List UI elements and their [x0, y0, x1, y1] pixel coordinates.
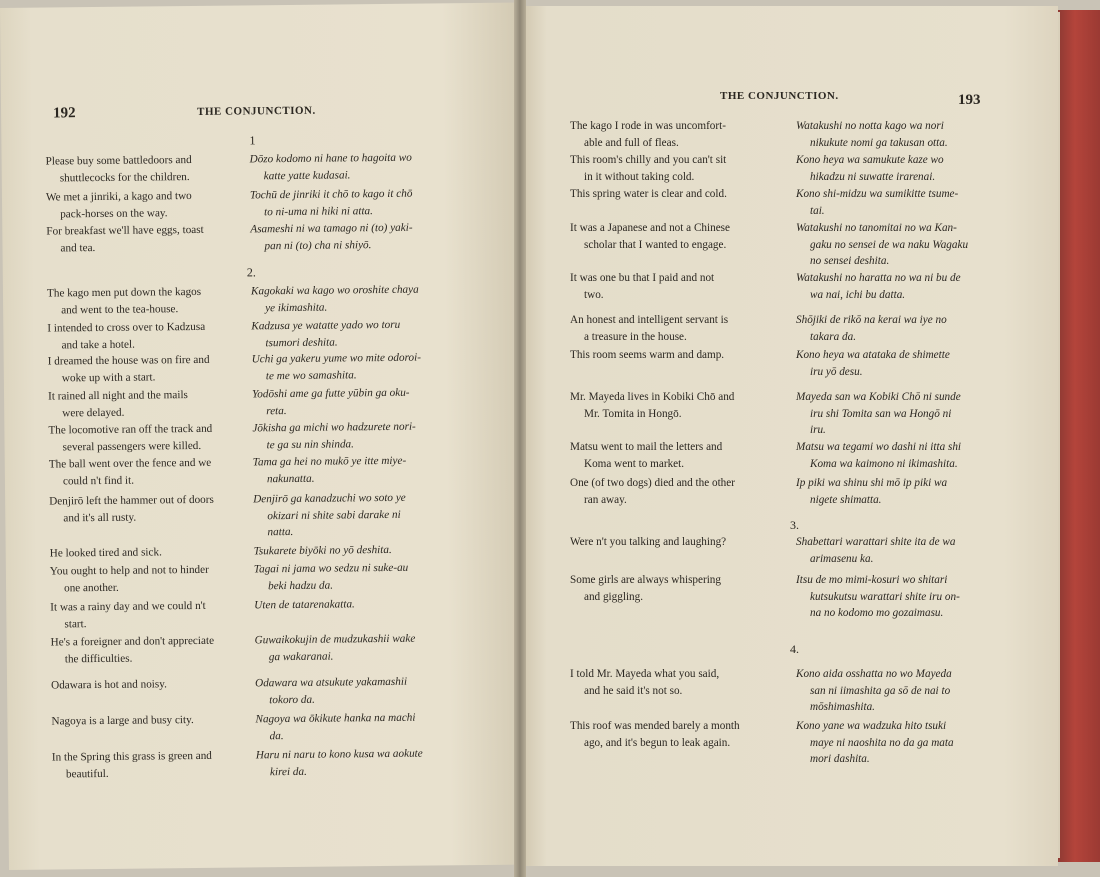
english-line: Denjirō left the hammer out of doors	[49, 493, 214, 508]
english-line: ago, and it's begun to leak again.	[584, 736, 731, 749]
english-sentence	[48, 420, 248, 455]
english-line: Mr. Tomita in Hongō.	[584, 407, 682, 420]
english-line: one another.	[64, 581, 119, 594]
japanese-line: Koma wa kaimono ni ikimashita.	[810, 457, 958, 470]
japanese-line: Tochū de jinriki it chō to kago it chō	[249, 187, 413, 202]
english-line: were delayed.	[62, 406, 125, 419]
english-sentence	[46, 187, 246, 222]
japanese-translation	[796, 220, 1026, 270]
english-sentence	[48, 386, 248, 421]
japanese-line: Mayeda san wa Kobiki Chō ni sunde	[796, 391, 961, 403]
english-line: He looked tired and sick.	[49, 546, 162, 560]
japanese-line: san ni iimashita ga sō de nai to	[810, 684, 951, 697]
english-line: Some girls are always whispering	[570, 574, 721, 586]
english-line: The locomotive ran off the track and	[48, 422, 213, 437]
japanese-translation	[252, 349, 482, 384]
english-sentence	[48, 351, 248, 386]
running-head: THE CONJUNCTION.	[720, 90, 839, 102]
japanese-translation	[796, 312, 1026, 345]
book-spine	[514, 0, 526, 877]
japanese-line: wa nai, ichi bu datta.	[810, 288, 906, 301]
japanese-line: Dōzo kodomo ni hane to hagoita wo	[249, 151, 412, 166]
japanese-line: beki hadzu da.	[268, 579, 334, 592]
english-line: Mr. Mayeda lives in Kobiki Chō and	[570, 391, 735, 403]
japanese-line: nikukute nomi ga takusan otta.	[810, 136, 948, 149]
english-line: several passengers were killed.	[62, 439, 202, 453]
japanese-line: no sensei deshita.	[810, 255, 890, 267]
japanese-line: Matsu wa tegami wo dashi ni itta shi	[796, 441, 962, 453]
japanese-line: Shōjiki de rikō na kerai wa iye no	[796, 314, 947, 326]
japanese-line: Nagoya wa ōkikute hanka na machi	[255, 711, 416, 726]
english-line: I dreamed the house was on fire and	[47, 353, 210, 368]
japanese-translation	[252, 384, 482, 419]
japanese-translation	[256, 745, 486, 780]
english-line: I told Mr. Mayeda what you said,	[570, 668, 720, 680]
english-line: ran away.	[584, 493, 627, 506]
japanese-line: iru shi Tomita san wa Hongō ni	[810, 407, 952, 420]
japanese-line: Yodōshi ame ga futte yūbin ga oku-	[251, 386, 410, 401]
english-line: It was one bu that I paid and not	[570, 272, 715, 284]
japanese-translation	[251, 281, 481, 316]
japanese-line: katte yatte kudasai.	[263, 168, 351, 182]
japanese-translation	[796, 572, 1026, 622]
japanese-line: Watakushi no tanomitai no wa Kan-	[796, 222, 957, 234]
english-line: and he said it's not so.	[584, 684, 683, 697]
english-line: The kago men put down the kagos	[46, 285, 202, 300]
english-line: and giggling.	[584, 590, 644, 603]
japanese-translation	[255, 630, 485, 665]
english-line: and went to the tea-house.	[61, 302, 179, 316]
english-sentence	[570, 270, 770, 303]
japanese-translation	[254, 559, 484, 594]
section-number: 3.	[790, 518, 799, 532]
japanese-line: arimasenu ka.	[810, 552, 874, 565]
japanese-translation	[254, 595, 484, 614]
english-line: I intended to cross over to Kadzusa	[47, 320, 206, 335]
japanese-translation	[796, 439, 1026, 472]
japanese-translation	[796, 270, 1026, 303]
english-sentence	[570, 572, 770, 605]
japanese-translation	[796, 475, 1026, 508]
english-sentence	[46, 221, 246, 256]
japanese-line: reta.	[266, 404, 287, 417]
japanese-line: ye ikimashita.	[265, 301, 328, 314]
english-line: scholar that I wanted to engage.	[584, 238, 727, 251]
japanese-translation	[796, 186, 1026, 219]
japanese-line: nakunatta.	[266, 472, 315, 485]
japanese-line: Tsukarete biyōki no yō deshita.	[253, 543, 392, 558]
english-sentence	[47, 318, 247, 353]
japanese-line: tsumori deshita.	[265, 335, 338, 349]
japanese-line: to ni-uma ni hiki ni atta.	[264, 204, 373, 218]
english-line: The kago I rode in was uncomfort-	[570, 120, 726, 132]
english-line: and take a hotel.	[61, 338, 135, 351]
japanese-translation	[251, 316, 481, 351]
english-line: Odawara is hot and noisy.	[51, 678, 167, 692]
japanese-translation	[252, 418, 482, 453]
japanese-line: hikadzu ni suwatte irarenai.	[810, 170, 936, 183]
japanese-line: Asameshi ni wa tamago ni (to) yaki-	[250, 221, 413, 236]
english-line: In the Spring this grass is green and	[51, 749, 212, 764]
english-line: For breakfast we'll have eggs, toast	[46, 223, 204, 238]
english-sentence	[570, 220, 770, 253]
section-number: 2.	[246, 265, 256, 280]
english-line: start.	[64, 617, 87, 630]
english-line: Matsu went to mail the letters and	[570, 441, 723, 453]
japanese-translation	[250, 185, 480, 220]
english-sentence	[570, 152, 770, 185]
japanese-translation	[796, 118, 1026, 151]
japanese-line: Watakushi no notta kago wa nori	[796, 120, 944, 132]
japanese-line: maye ni naoshita no da ga mata	[810, 736, 954, 749]
japanese-line: Ip piki wa shinu shi mō ip piki wa	[796, 477, 948, 489]
japanese-line: Kagokaki wa kago wo oroshite chaya	[250, 283, 419, 298]
english-line: An honest and intelligent servant is	[570, 314, 729, 326]
english-line: He's a foreigner and don't appreciate	[50, 634, 215, 649]
japanese-line: Kono shi-midzu wa sumikitte tsume-	[796, 188, 959, 200]
book-cover	[1058, 10, 1100, 862]
english-line: This room's chilly and you can't sit	[570, 154, 727, 166]
japanese-translation	[796, 152, 1026, 185]
english-line: a treasure in the house.	[584, 330, 687, 343]
page-number: 192	[53, 105, 76, 122]
english-sentence	[570, 312, 770, 345]
japanese-line: Kono yane wa wadzuka hito tsuki	[796, 720, 947, 732]
running-head: THE CONJUNCTION.	[197, 104, 316, 118]
japanese-line: tai.	[810, 204, 825, 217]
japanese-line: Tama ga hei no mukō ye itte miye-	[252, 454, 407, 469]
english-line: The ball went over the fence and we	[48, 456, 212, 471]
english-sentence	[46, 151, 246, 186]
english-line: shuttlecocks for the children.	[59, 170, 190, 184]
english-sentence	[50, 597, 250, 632]
japanese-translation	[796, 666, 1026, 716]
english-line: Were n't you talking and laughing?	[570, 536, 727, 548]
english-line: This roof was mended barely a month	[570, 720, 740, 732]
japanese-line: takara da.	[810, 330, 856, 343]
japanese-line: te ga su nin shinda.	[266, 437, 354, 451]
english-line: in it without taking cold.	[584, 170, 695, 183]
english-sentence	[570, 439, 770, 472]
japanese-line: Itsu de mo mimi-kosuri wo shitari	[796, 574, 948, 586]
english-sentence	[570, 534, 770, 551]
japanese-line: Denjirō ga kanadzuchi wo soto ye	[253, 491, 406, 506]
japanese-translation	[796, 534, 1026, 567]
japanese-line: te me wo samashita.	[265, 368, 357, 382]
english-sentence	[570, 347, 770, 364]
japanese-line: Tagai ni jama wo sedzu ni suke-au	[253, 561, 409, 576]
japanese-line: mori dashita.	[810, 753, 870, 765]
japanese-translation	[255, 673, 485, 708]
english-sentence	[49, 491, 249, 526]
english-line: This room seems warm and damp.	[570, 349, 725, 361]
english-line: able and full of fleas.	[584, 136, 679, 149]
japanese-line: Kono aida osshatta no wo Mayeda	[796, 668, 952, 680]
english-sentence	[570, 186, 770, 203]
japanese-line: Shabettari warattari shite ita de wa	[796, 536, 956, 548]
english-sentence	[51, 675, 251, 694]
japanese-line: mōshimashita.	[810, 701, 875, 713]
japanese-translation	[255, 709, 485, 744]
english-sentence	[51, 632, 251, 667]
english-line: and it's all rusty.	[63, 511, 137, 524]
japanese-translation	[250, 219, 480, 254]
english-line: You ought to help and not to hinder	[49, 563, 209, 578]
japanese-translation	[796, 347, 1026, 380]
japanese-line: iru yō desu.	[810, 365, 863, 378]
japanese-translation	[254, 541, 484, 560]
japanese-line: pan ni (to) cha ni shiyō.	[264, 238, 372, 252]
english-line: woke up with a start.	[61, 370, 156, 384]
english-line: the difficulties.	[64, 652, 133, 665]
english-line: and tea.	[60, 241, 96, 254]
english-sentence	[50, 543, 250, 562]
japanese-line: kutsukutsu warattari shite iru on-	[810, 590, 960, 603]
english-line: Please buy some battledoors and	[45, 154, 192, 168]
japanese-line: na no kodomo mo gozaimasu.	[810, 607, 944, 619]
japanese-translation	[796, 718, 1026, 768]
japanese-line: kirei da.	[269, 765, 307, 778]
english-sentence	[570, 666, 770, 699]
english-line: could n't find it.	[62, 474, 135, 487]
japanese-line: natta.	[267, 525, 294, 539]
english-line: It was a Japanese and not a Chinese	[570, 222, 730, 234]
english-sentence	[51, 711, 251, 730]
japanese-line: Odawara wa atsukute yakamashii	[255, 675, 408, 690]
japanese-line: Haru ni naru to kono kusa wa aokute	[255, 747, 423, 762]
section-number: 1	[249, 133, 256, 148]
english-sentence	[570, 118, 770, 151]
english-sentence	[49, 454, 249, 489]
english-sentence	[47, 283, 247, 318]
japanese-line: Uchi ga yakeru yume wo mite odoroi-	[251, 351, 421, 366]
english-line: We met a jinriki, a kago and two	[45, 190, 192, 204]
english-line: It was a rainy day and we could n't	[50, 599, 206, 614]
english-line: It rained all night and the mails	[48, 389, 188, 403]
japanese-line: iru.	[810, 424, 826, 436]
english-line: pack-horses on the way.	[60, 206, 168, 220]
japanese-line: Uten de tatarenakatta.	[254, 598, 355, 612]
section-number: 4.	[790, 642, 799, 656]
english-sentence	[570, 718, 770, 751]
english-sentence	[52, 747, 252, 782]
english-line: One (of two dogs) died and the other	[570, 477, 735, 489]
english-sentence	[570, 475, 770, 508]
right-page	[520, 6, 1058, 866]
english-sentence	[570, 389, 770, 422]
left-page	[0, 3, 529, 870]
english-line: Nagoya is a large and busy city.	[51, 714, 194, 728]
english-line: Koma went to market.	[584, 457, 685, 470]
english-line: two.	[584, 288, 604, 301]
japanese-line: nigete shimatta.	[810, 493, 882, 506]
page-number: 193	[958, 92, 981, 108]
japanese-line: gaku no sensei de wa naku Wagaku	[810, 238, 969, 251]
japanese-line: Watakushi no haratta no wa ni bu de	[796, 272, 961, 284]
japanese-translation	[796, 389, 1026, 439]
japanese-translation	[253, 452, 483, 487]
japanese-line: tokoro da.	[269, 693, 315, 706]
japanese-translation	[253, 489, 484, 541]
japanese-line: ga wakaranai.	[268, 650, 334, 663]
japanese-line: Kono heya wa samukute kaze wo	[796, 154, 944, 166]
japanese-line: da.	[269, 729, 284, 742]
japanese-line: Guwaikokujin de mudzukashii wake	[254, 632, 416, 647]
japanese-line: Jōkisha ga michi wo hadzurete nori-	[252, 420, 416, 435]
english-line: beautiful.	[65, 767, 109, 780]
english-sentence	[50, 561, 250, 596]
japanese-line: Kadzusa ye watatte yado wo toru	[251, 318, 401, 333]
english-line: This spring water is clear and cold.	[570, 188, 727, 200]
japanese-translation	[250, 149, 480, 184]
japanese-line: okizari ni shite sabi darake ni	[267, 508, 401, 522]
japanese-line: Kono heya wa atataka de shimette	[796, 349, 950, 361]
